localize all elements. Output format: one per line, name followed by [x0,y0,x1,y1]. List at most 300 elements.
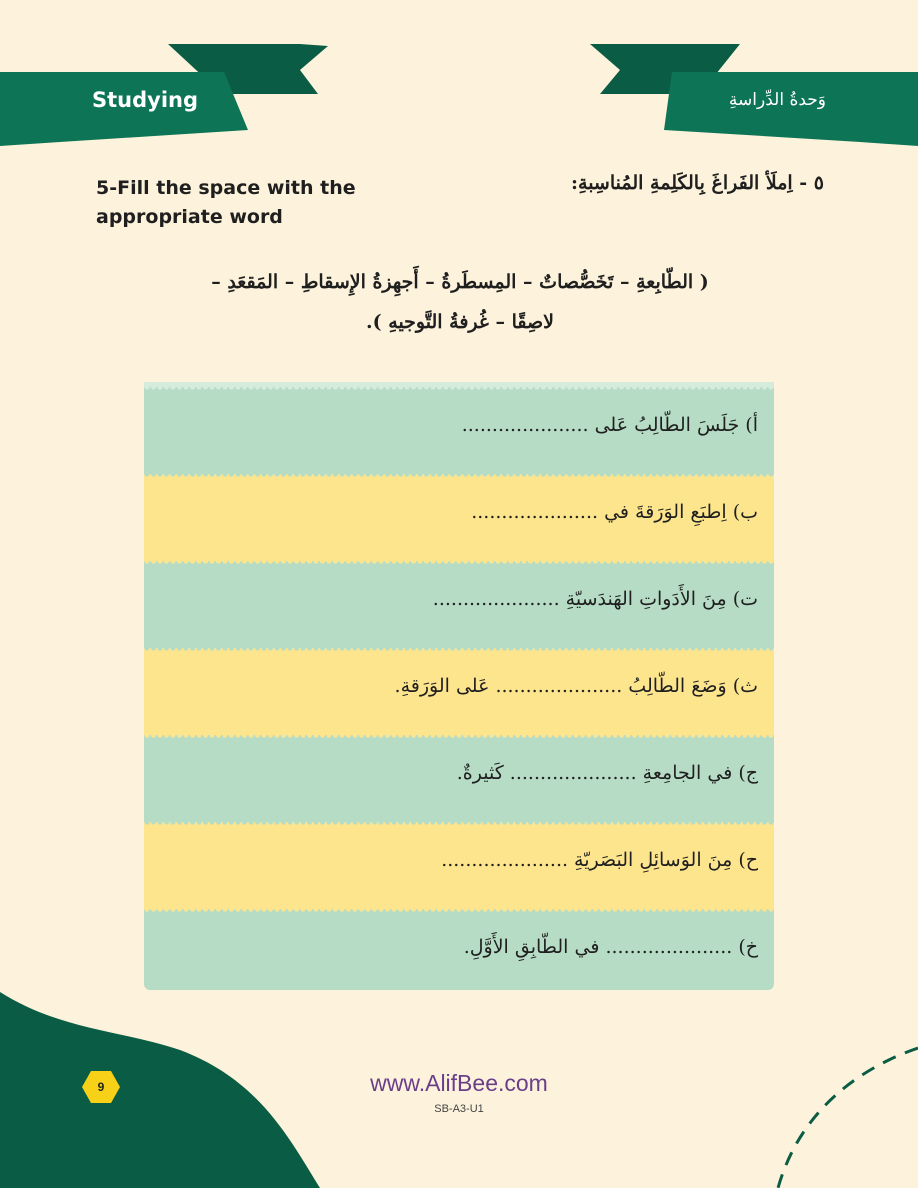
scallop-dot [489,384,494,389]
scallop-dot [547,384,552,389]
scallop-dot [469,384,474,389]
footer-url-link[interactable]: www.AlifBee.com [370,1070,548,1096]
scallop-dot [541,645,546,650]
scallop-dot [742,471,747,476]
scallop-dot [339,819,344,824]
scallop-dot [326,384,331,389]
scallop-dot [235,906,240,911]
scallop-dot [638,819,643,824]
scallop-dot [671,471,676,476]
scallop-dot [612,471,617,476]
scallop-dot [398,906,403,911]
scallop-dot [502,558,507,563]
scallop-dot [222,732,227,737]
scallop-dot [515,558,520,563]
scallop-dot [703,384,708,389]
scallop-dot [222,645,227,650]
scallop-dot [339,906,344,911]
scallop-dot [638,645,643,650]
scallop-dot [768,384,773,389]
scallop-dot [508,558,513,563]
scallop-dot [268,732,273,737]
scallop-dot [749,732,754,737]
scallop-dot [450,732,455,737]
scallop-dot [346,732,351,737]
scallop-dot [554,906,559,911]
scallop-dot [378,906,383,911]
scallop-dot [391,732,396,737]
scallop-dot [476,645,481,650]
scallop-dot [170,471,175,476]
scallop-dot [216,558,221,563]
scallop-dot [437,471,442,476]
scallop-dot [606,732,611,737]
scallop-dot [190,906,195,911]
scallop-dot [294,471,299,476]
scallop-dot [320,645,325,650]
scallop-dot [469,819,474,824]
scallop-dot [352,558,357,563]
scallop-dot [703,906,708,911]
scallop-dot [593,819,598,824]
scallop-dot [593,645,598,650]
scallop-dot [755,558,760,563]
scallop-dot [313,906,318,911]
scallop-dot [469,732,474,737]
scallop-dot [508,819,513,824]
scallop-dot [339,384,344,389]
scallop-dot [216,384,221,389]
scallop-dot [456,732,461,737]
scallop-dot [495,384,500,389]
scallop-dot [677,471,682,476]
scallop-dot [268,471,273,476]
dashed-curve [778,1048,918,1188]
scallop-dot [385,906,390,911]
scallop-dot [196,558,201,563]
scallop-dot [554,384,559,389]
unit-title-arabic: وَحدةُ الدِّراسةِ [728,90,826,110]
scallop-dot [476,819,481,824]
scallop-dot [287,558,292,563]
scallop-dot [281,384,286,389]
scallop-dot [521,906,526,911]
scallop-dot [365,819,370,824]
scallop-dot [560,819,565,824]
scallop-dot [203,471,208,476]
scallop-dot [482,732,487,737]
scallop-dot [365,384,370,389]
scallop-dot [437,558,442,563]
scallop-dot [372,906,377,911]
scallop-dot [261,384,266,389]
scallop-dot [235,819,240,824]
scallop-dot [723,558,728,563]
scallop-dot [554,819,559,824]
scallop-dot [424,906,429,911]
scallop-dot [456,819,461,824]
scallop-dot [307,471,312,476]
scallop-dot [612,732,617,737]
scallop-dot [313,645,318,650]
scallop-dot [398,732,403,737]
scallop-dot [697,471,702,476]
scallop-dot [684,645,689,650]
scallop-dot [274,645,279,650]
scallop-dot [378,732,383,737]
scallop-dot [749,471,754,476]
exercise-row [144,817,774,904]
scallop-dot [599,384,604,389]
scallop-dot [164,558,169,563]
scallop-dot [567,732,572,737]
scallop-dot [417,384,422,389]
scallop-dot [372,384,377,389]
scallop-dot [404,471,409,476]
scallop-dot [320,732,325,737]
scallop-dot [352,906,357,911]
scallop-dot [762,645,767,650]
scallop-dot [365,471,370,476]
scallop-dot [261,819,266,824]
scallop-dot [567,906,572,911]
scallop-dot [300,558,305,563]
scallop-dot [528,471,533,476]
scallop-dot [502,906,507,911]
scallop-dot [183,819,188,824]
scallop-dot [534,906,539,911]
scallop-dot [391,819,396,824]
scallop-dot [554,558,559,563]
word-bank [140,262,780,342]
scallop-dot [508,732,513,737]
scallop-dot [170,558,175,563]
scallop-dot [703,645,708,650]
scallop-dot [209,819,214,824]
scallop-dot [157,732,162,737]
scallop-dot [333,471,338,476]
page-number: 9 [97,1080,105,1094]
scallop-dot [645,732,650,737]
scallop-dot [339,471,344,476]
scallop-dot [320,819,325,824]
scallop-dot [677,558,682,563]
scallop-dot [476,732,481,737]
exercise-item-text: ت) مِنَ الأَدَواتِ الهَندَسيّةِ ..................... [432,588,758,610]
scallop-dot [716,819,721,824]
scallop-dot [346,906,351,911]
scallop-dot [443,384,448,389]
scallop-dot [515,906,520,911]
scallop-dot [177,819,182,824]
scallop-dot [216,732,221,737]
scallop-dot [684,384,689,389]
scallop-dot [417,645,422,650]
scallop-dot [593,558,598,563]
scallop-dot [625,384,630,389]
scallop-dot [209,732,214,737]
scallop-dot [281,471,286,476]
scallop-dot [619,732,624,737]
scallop-dot [690,384,695,389]
scallop-dot [742,819,747,824]
scallop-dot [255,558,260,563]
exercise-table [144,382,774,990]
scallop-border [144,643,774,655]
scallop-dot [560,384,565,389]
scallop-dot [463,384,468,389]
scallop-dot [242,732,247,737]
scallop-dot [359,471,364,476]
scallop-dot [534,819,539,824]
scallop-dot [456,645,461,650]
scallop-dot [502,732,507,737]
scallop-dot [749,384,754,389]
scallop-dot [515,819,520,824]
scallop-dot [684,471,689,476]
scallop-dot [632,558,637,563]
scallop-dot [229,906,234,911]
scallop-dot [430,645,435,650]
scallop-dot [619,384,624,389]
scallop-dot [710,906,715,911]
scallop-dot [599,732,604,737]
scallop-dot [242,645,247,650]
exercise-item-text: أ) جَلَسَ الطّالِبُ عَلى ..................... [461,414,758,436]
scallop-dot [606,471,611,476]
scallop-dot [723,645,728,650]
scallop-dot [196,384,201,389]
scallop-dot [729,732,734,737]
scallop-dot [378,819,383,824]
scallop-dot [346,384,351,389]
scallop-dot [274,732,279,737]
scallop-dot [625,471,630,476]
exercise-item-text: ح) مِنَ الوَسائِلِ البَصَريّةِ ..................... [441,849,758,871]
scallop-dot [755,384,760,389]
scallop-dot [326,732,331,737]
scallop-dot [612,558,617,563]
exercise-row [144,469,774,556]
scallop-dot [359,732,364,737]
scallop-dot [612,906,617,911]
scallop-dot [365,645,370,650]
scallop-dot [307,732,312,737]
scallop-dot [619,471,624,476]
exercise-item-text: ب) اِطبَعِ الوَرَقةَ في ..................... [471,501,758,523]
scallop-dot [229,558,234,563]
scallop-dot [515,645,520,650]
scallop-dot [177,471,182,476]
scallop-dot [183,384,188,389]
scallop-dot [443,819,448,824]
scallop-dot [359,906,364,911]
scallop-dot [651,819,656,824]
scallop-dot [515,384,520,389]
scallop-dot [703,732,708,737]
scallop-dot [560,471,565,476]
scallop-dot [469,471,474,476]
scallop-dot [456,384,461,389]
scallop-dot [144,558,149,563]
instruction-arabic: ٥ - اِملَأ الفَراغَ بِالكَلِمةِ المُناسِبةِ: [571,172,824,194]
scallop-dot [339,732,344,737]
scallop-dot [287,471,292,476]
scallop-dot [593,471,598,476]
scallop-dot [320,906,325,911]
scallop-dot [606,819,611,824]
exercise-item-text: ث) وَضَعَ الطّالِبُ ..................... عَلى الوَرَقةِ. [394,675,758,697]
unit-title-english: Studying [92,88,199,112]
scallop-dot [157,471,162,476]
scallop-dot [261,558,266,563]
scallop-dot [736,906,741,911]
scallop-dot [469,645,474,650]
scallop-dot [255,384,260,389]
scallop-dot [612,819,617,824]
scallop-dot [736,645,741,650]
scallop-dot [515,732,520,737]
scallop-dot [411,558,416,563]
scallop-dot [255,732,260,737]
scallop-dot [450,384,455,389]
scallop-dot [495,819,500,824]
scallop-dot [177,384,182,389]
scallop-dot [346,558,351,563]
scallop-dot [359,384,364,389]
scallop-dot [255,906,260,911]
scallop-dot [463,558,468,563]
scallop-dot [697,558,702,563]
scallop-dot [333,819,338,824]
scallop-dot [482,384,487,389]
scallop-dot [690,645,695,650]
scallop-dot [508,471,513,476]
scallop-dot [352,732,357,737]
scallop-dot [768,558,773,563]
scallop-dot [294,906,299,911]
scallop-dot [671,732,676,737]
scallop-dot [177,906,182,911]
scallop-dot [489,906,494,911]
scallop-dot [313,558,318,563]
scallop-dot [762,732,767,737]
scallop-dot [554,732,559,737]
scallop-dot [677,384,682,389]
scallop-dot [768,645,773,650]
scallop-dot [476,384,481,389]
scallop-dot [437,906,442,911]
scallop-dot [411,906,416,911]
scallop-dot [300,732,305,737]
scallop-dot [417,471,422,476]
scallop-dot [482,906,487,911]
scallop-dot [183,732,188,737]
scallop-dot [606,384,611,389]
scallop-dot [593,732,598,737]
scallop-dot [677,645,682,650]
scallop-dot [255,471,260,476]
scallop-dot [664,384,669,389]
scallop-dot [645,471,650,476]
scallop-dot [736,558,741,563]
scallop-dot [749,906,754,911]
scallop-dot [209,906,214,911]
scallop-dot [183,471,188,476]
scallop-dot [625,819,630,824]
scallop-dot [482,471,487,476]
scallop-dot [632,645,637,650]
scallop-dot [528,645,533,650]
scallop-dot [463,471,468,476]
scallop-dot [196,819,201,824]
scallop-dot [209,558,214,563]
scallop-dot [489,645,494,650]
scallop-dot [567,471,572,476]
scallop-dot [690,471,695,476]
scallop-dot [489,471,494,476]
scallop-dot [326,645,331,650]
scallop-dot [378,558,383,563]
scallop-dot [716,384,721,389]
scallop-dot [300,471,305,476]
scallop-dot [437,645,442,650]
scallop-dot [417,558,422,563]
scallop-dot [502,645,507,650]
scallop-dot [443,732,448,737]
scallop-dot [463,906,468,911]
scallop-dot [573,558,578,563]
scallop-dot [677,819,682,824]
scallop-dot [567,558,572,563]
scallop-dot [281,906,286,911]
scallop-dot [560,558,565,563]
instruction-english: 5-Fill the space with the appropriate word [96,177,356,228]
scallop-dot [638,471,643,476]
scallop-dot [716,471,721,476]
scallop-dot [547,732,552,737]
scallop-dot [541,732,546,737]
exercise-row [144,904,774,990]
scallop-dot [456,558,461,563]
scallop-dot [632,471,637,476]
scallop-dot [437,819,442,824]
scallop-dot [671,819,676,824]
scallop-dot [339,558,344,563]
scallop-dot [183,645,188,650]
scallop-dot [586,732,591,737]
scallop-dot [430,558,435,563]
scallop-dot [365,906,370,911]
scallop-dot [645,558,650,563]
scallop-dot [534,645,539,650]
scallop-dot [671,645,676,650]
scallop-dot [580,732,585,737]
scallop-dot [248,819,253,824]
scallop-dot [632,732,637,737]
scallop-dot [632,906,637,911]
scallop-dot [203,819,208,824]
scallop-dot [300,819,305,824]
scallop-dot [580,558,585,563]
scallop-dot [391,645,396,650]
scallop-dot [632,384,637,389]
scallop-dot [586,384,591,389]
scallop-dot [619,819,624,824]
scallop-dot [749,558,754,563]
scallop-dot [359,558,364,563]
scallop-dot [404,906,409,911]
